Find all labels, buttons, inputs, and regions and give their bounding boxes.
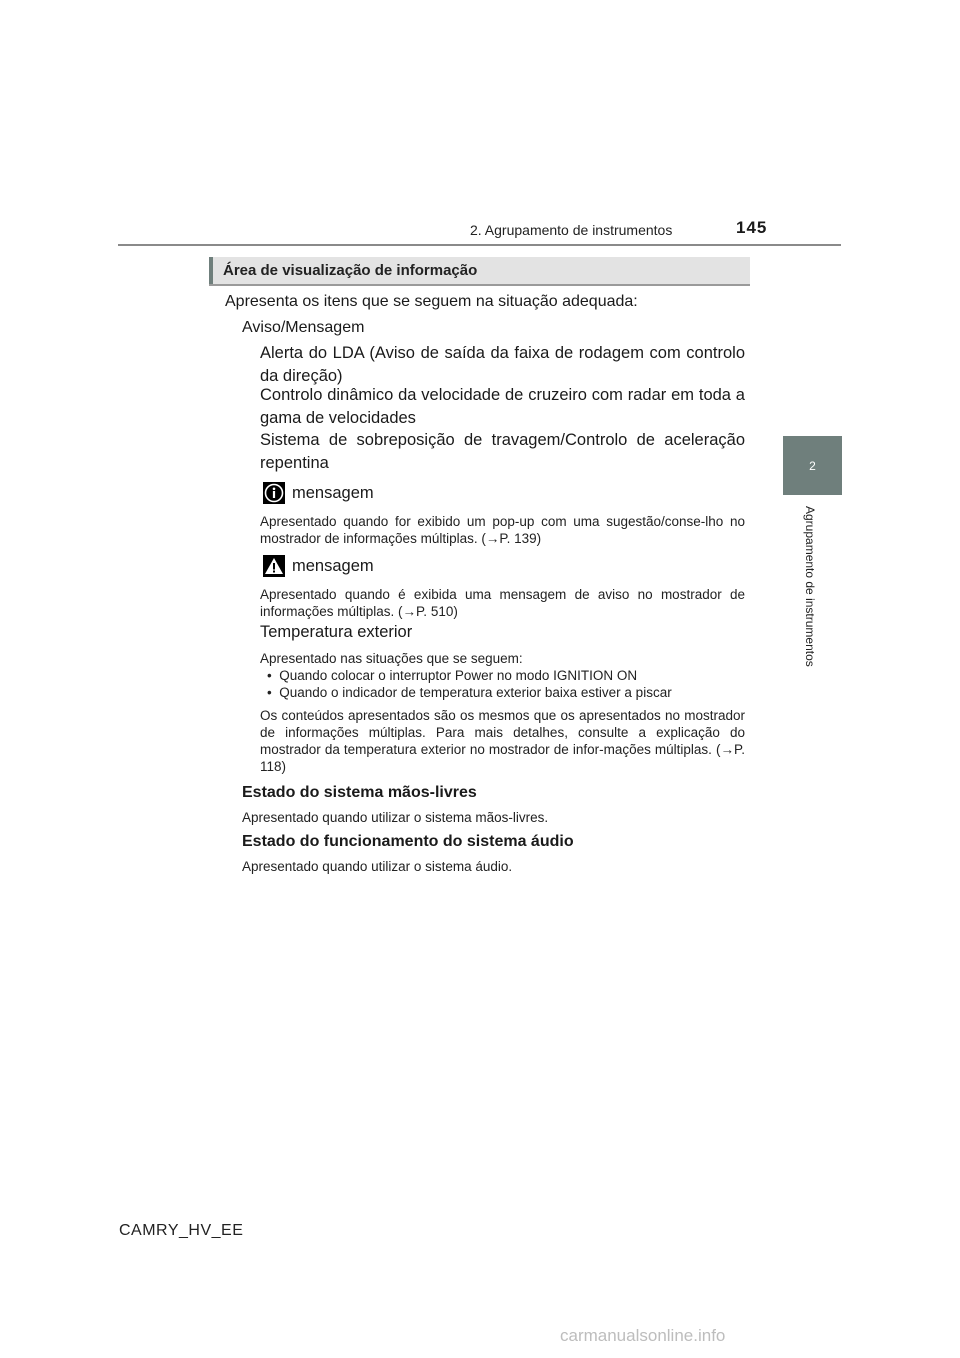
- chapter-tab: [783, 436, 842, 495]
- section-heading-bar: [209, 257, 213, 284]
- warning-heading: Aviso/Mensagem: [242, 319, 365, 336]
- warning-message-label: mensagem: [292, 557, 374, 575]
- header-chapter: 2. Agrupamento de instrumentos: [470, 222, 673, 238]
- intro-text: Apresenta os itens que se seguem na situação adequada:: [225, 293, 638, 310]
- chapter-side-label: [803, 506, 823, 696]
- watermark: carmanualsonline.info: [560, 1326, 726, 1345]
- document-code: CAMRY_HV_EE: [119, 1222, 244, 1239]
- section-heading: [209, 257, 750, 286]
- chapter-side-label-text: Agrupamento de instrumentos: [803, 506, 817, 667]
- temperature-heading: Temperatura exterior: [260, 623, 413, 641]
- temperature-intro: Apresentado nas situações que se seguem:: [260, 651, 523, 666]
- warning-message-description: Apresentado quando é exibida uma mensagem de aviso no mostrador de informações múltiplas. (→P. 510): [260, 587, 745, 619]
- info-icon: [263, 482, 285, 504]
- handsfree-heading: Estado do sistema mãos-livres: [242, 784, 477, 801]
- section-title: Área de visualização de informação: [223, 262, 478, 279]
- temperature-note: Os conteúdos apresentados são os mesmos que os apresentados no mostrador de informações múltiplas. Para mais detalhes, consulte a explicação do mostrador da temperatura exterior no mostrador de infor-mações múltiplas. (→P. 118): [260, 708, 745, 774]
- bullet-item: • Quando colocar o interruptor Power no modo IGNITION ON: [267, 668, 638, 683]
- audio-description: Apresentado quando utilizar o sistema áudio.: [242, 859, 513, 874]
- audio-heading: Estado do funcionamento do sistema áudio: [242, 833, 574, 850]
- warning-icon: [263, 555, 285, 577]
- list-item: Alerta do LDA (Aviso de saída da faixa de rodagem com controlo da direção): [260, 344, 745, 385]
- list-item: Sistema de sobreposição de travagem/Controlo de aceleração repentina: [260, 431, 745, 472]
- handsfree-description: Apresentado quando utilizar o sistema mãos-livres.: [242, 810, 549, 825]
- bullet-item: • Quando o indicador de temperatura exterior baixa estiver a piscar: [267, 685, 672, 700]
- page-number: 145: [736, 218, 768, 237]
- info-message-label: mensagem: [292, 484, 374, 502]
- chapter-tab-number: 2: [809, 458, 816, 473]
- header-divider: [118, 244, 841, 246]
- list-item: Controlo dinâmico da velocidade de cruzeiro com radar em toda a gama de velocidades: [260, 386, 745, 427]
- info-message-description: Apresentado quando for exibido um pop-up com uma sugestão/conse-lho no mostrador de informações múltiplas. (→P. 139): [260, 514, 745, 546]
